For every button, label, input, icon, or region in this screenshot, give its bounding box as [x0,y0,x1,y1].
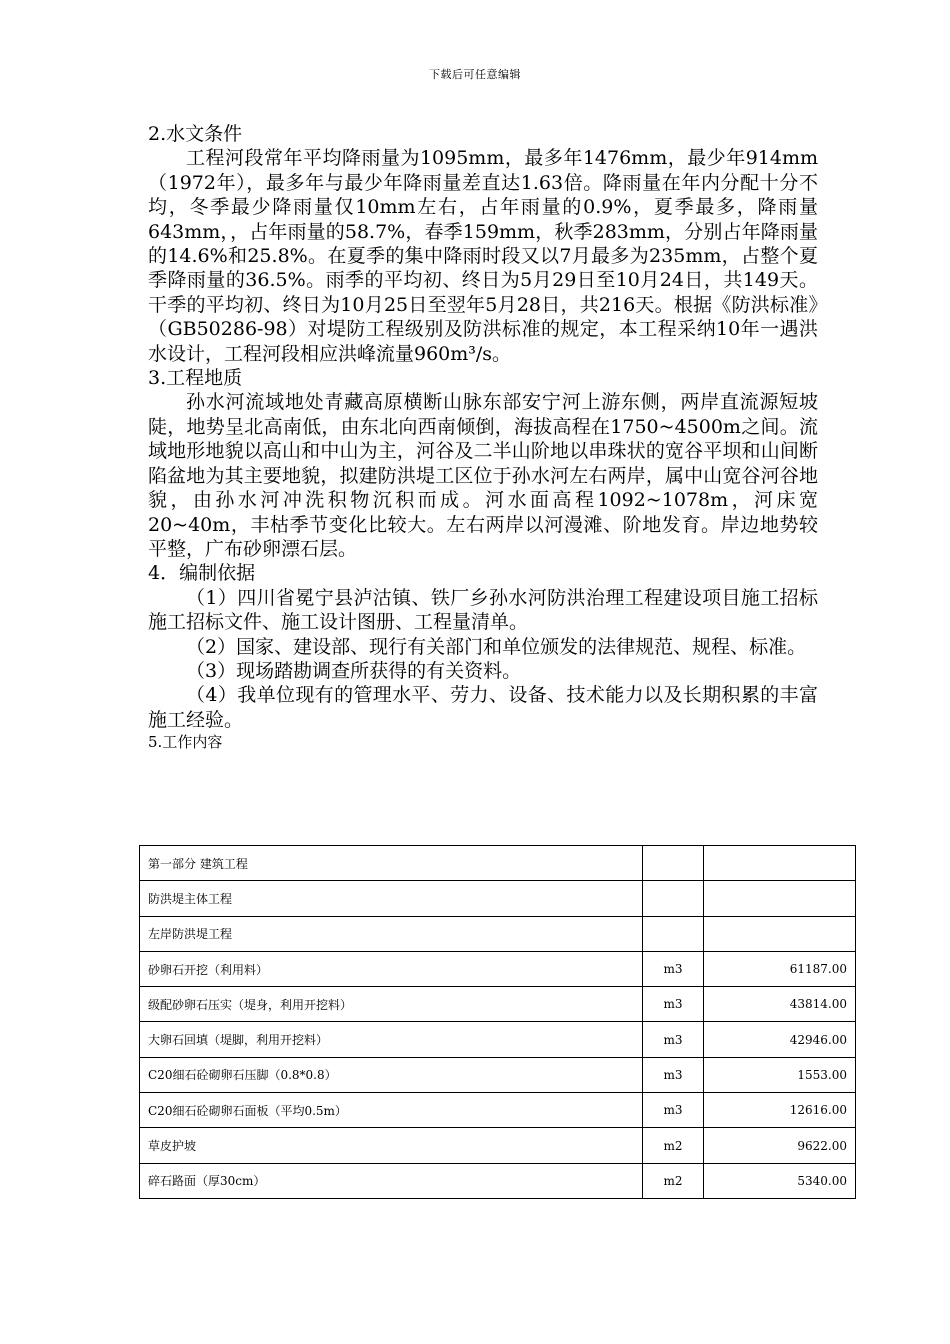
quantity-cell [704,881,856,916]
unit-cell: m3 [643,951,704,986]
quantity-cell [704,846,856,881]
item-name-cell: 左岸防洪堤工程 [140,916,643,951]
table-row [140,951,856,986]
section-title: 工作内容 [162,733,223,752]
quantity-cell: 1553.00 [704,1057,856,1092]
unit-cell [643,846,704,881]
section-heading-work-content [148,732,818,752]
unit-cell: m3 [643,1057,704,1092]
item-name-cell: 级配砂卵石压实（堤身，利用开挖料） [140,987,643,1022]
quantity-cell: 12616.00 [704,1093,856,1128]
table-row [140,1093,856,1128]
section-number: 5. [148,733,163,752]
document-body [148,122,818,752]
quantity-cell: 42946.00 [704,1022,856,1057]
item-name-cell: 砂卵石开挖（利用料） [140,951,643,986]
basis-item-2: （2）国家、建设部、现行有关部门和单位颁发的法律规范、规程、标准。 [186,635,807,658]
unit-cell: m3 [643,1022,704,1057]
quantity-cell: 5340.00 [704,1163,856,1198]
table-row [140,1022,856,1057]
quantity-cell: 9622.00 [704,1128,856,1163]
section-heading-basis: 4．编制依据 [148,562,256,585]
work-quantity-table [139,845,856,1199]
unit-cell: m2 [643,1163,704,1198]
table-row [140,1163,856,1198]
paragraph-geology: 孙水河流域地处青藏高原横断山脉东部安宁河上游东侧，两岸直流源短坡陡，地势呈北高南低，由东北向西南倾倒，海拔高程在1750~4500m之间。流域地形地貌以高山和中山为主，河谷及二半山阶地以串珠状的宽谷平坝和山间断陷盆地为其主要地貌，拟建防洪堤工区位于孙水河左右两岸，属中山宽谷河谷地貌，由孙水河冲洗积物沉积而成。河水面高程1092~1078m，河床宽20~40m，丰枯季节变化比较大。左右两岸以河漫滩、阶地发育。岸边地势较平整，广布砂卵漂石层。 [148,391,818,560]
quantity-cell: 61187.00 [704,951,856,986]
item-name-cell: 防洪堤主体工程 [140,881,643,916]
item-name-cell: 第一部分 建筑工程 [140,846,643,881]
table-row [140,1057,856,1092]
item-name-cell: 碎石路面（厚30cm） [140,1163,643,1198]
table-row [140,846,856,881]
quantity-cell [704,916,856,951]
basis-item-4: （4）我单位现有的管理水平、劳力、设备、技术能力以及长期积累的丰富施工经验。 [148,684,818,731]
item-name-cell: 草皮护坡 [140,1128,643,1163]
paragraph-hydrology: 工程河段常年平均降雨量为1095mm，最多年1476mm，最少年914mm（1972年），最多年与最少年降雨量差直达1.63倍。降雨量在年内分配十分不均，冬季最少降雨量仅10mm左右，占年雨量的0.9%，夏季最多，降雨量643mm，，占年雨量的58.7%，春季159mm，秋季283mm，分别占年降雨量的14.6%和25.8%。在夏季的集中降雨时段又以7月最多为235mm，占整个夏季降雨量的36.5%。雨季的平均初、终日为5月29日至10月24日，共149天。干季的平均初、终日为10月25日至翌年5月28日，共216天。根据《防洪标准》（GB50286-98）对堤防工程级别及防洪标准的规定，本工程采纳10年一遇洪水设计，工程河段相应洪峰流量960m³/s。 [148,147,818,365]
page-header: 下载后可任意编辑 [429,68,521,81]
unit-cell: m3 [643,1093,704,1128]
section-heading-geology: 3.工程地质 [148,367,243,390]
item-name-cell: C20细石砼砌卵石面板（平均0.5m） [140,1093,643,1128]
unit-cell [643,916,704,951]
unit-cell [643,881,704,916]
item-name-cell: C20细石砼砌卵石压脚（0.8*0.8） [140,1057,643,1092]
table-row [140,987,856,1022]
item-name-cell: 大卵石回填（堤脚，利用开挖料） [140,1022,643,1057]
section-heading-hydrology: 2.水文条件 [148,123,243,145]
quantity-cell: 43814.00 [704,987,856,1022]
basis-item-3: （3）现场踏勘调查所获得的有关资料。 [186,659,522,682]
table-row [140,916,856,951]
table-row [140,1128,856,1163]
unit-cell: m3 [643,987,704,1022]
table-row [140,881,856,916]
unit-cell: m2 [643,1128,704,1163]
basis-item-1: （1）四川省冕宁县泸沽镇、铁厂乡孙水河防洪治理工程建设项目施工招标施工招标文件、施工设计图册、工程量清单。 [148,586,818,634]
